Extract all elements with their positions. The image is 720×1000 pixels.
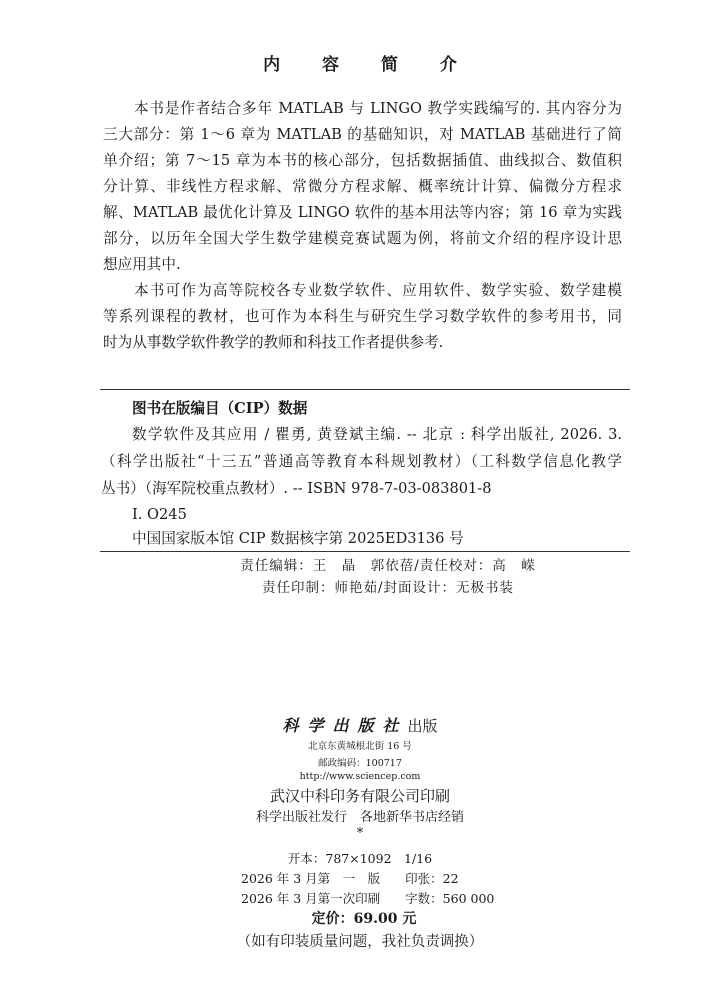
text-line: 想应用其中.: [103, 256, 181, 273]
cip-line: （科学出版社“十三五”普通高等教育本科规划教材）（工科数学信息化教学: [101, 453, 622, 470]
editors-line-1: 责任编辑：王 晶 郭依蓓/责任校对：高 嵘: [240, 558, 536, 574]
edition: 2026 年 3 月第 一 版 印张：22: [241, 871, 459, 886]
publish-label: 出版: [407, 717, 438, 735]
divider: [100, 551, 630, 552]
page-title: 内 容 简 介: [263, 55, 475, 75]
text-line: 三大部分：第 1～6 章为 MATLAB 的基础知识，对 MATLAB 基础进行了简: [103, 126, 622, 143]
text-line: 本书是作者结合多年 MATLAB 与 LINGO 教学实践编写的. 其内容分为: [134, 100, 622, 117]
cip-heading: 图书在版编目（CIP）数据: [132, 400, 308, 417]
printer: 武汉中科印务有限公司印刷: [269, 787, 450, 805]
printing: 2026 年 3 月第一次印刷 字数：560 000: [241, 891, 495, 906]
text-line: 分计算、非线性方程求解、常微分方程求解、概率统计计算、偏微分方程求: [103, 178, 622, 195]
text-line: 等系列课程的教材，也可作为本科生与研究生学习数学软件的参考用书，同: [103, 308, 622, 325]
publisher-address: 北京东黄城根北街 16 号: [308, 741, 412, 752]
cip-line: 数学软件及其应用 / 瞿勇, 黄登斌主编. -- 北京 : 科学出版社, 2026. 3.: [132, 426, 622, 443]
text-line: 单介绍；第 7～15 章为本书的核心部分，包括数据插值、曲线拟合、数值积: [103, 152, 622, 169]
editors-line-2: 责任印制：师艳茹/封面设计：无极书装: [261, 580, 515, 596]
divider: [100, 389, 630, 390]
asterisk: *: [356, 826, 364, 841]
price: 定价：69.00 元: [311, 911, 417, 927]
format: 开本：787×1092 1/16: [287, 851, 433, 866]
quality-notice: （如有印装质量问题，我社负责调换）: [236, 934, 484, 950]
publisher-logo: 科学出版社: [282, 716, 408, 735]
cip-number: 中国国家版本馆 CIP 数据核字第 2025ED3136 号: [132, 530, 464, 547]
text-line: 本书可作为高等院校各专业数学软件、应用软件、数学实验、数学建模: [134, 282, 622, 299]
publisher-postcode: 邮政编码：100717: [318, 758, 402, 769]
text-line: 解、MATLAB 最优化计算及 LINGO 软件的基本用法等内容；第 16 章为实践: [103, 204, 622, 221]
publisher-line: [0, 713, 720, 736]
cip-line: 丛书）（海军院校重点教材）. -- ISBN 978-7-03-083801-8: [101, 480, 492, 497]
text-line: 时为从事数学软件教学的教师和科技工作者提供参考.: [103, 334, 444, 351]
text-line: 部分，以历年全国大学生数学建模竞赛试题为例，将前文介绍的程序设计思: [103, 230, 622, 247]
cip-classification: I. O245: [132, 506, 187, 523]
publisher-url: http://www.sciencep.com: [299, 771, 421, 782]
distribution: 科学出版社发行 各地新华书店经销: [255, 810, 464, 825]
